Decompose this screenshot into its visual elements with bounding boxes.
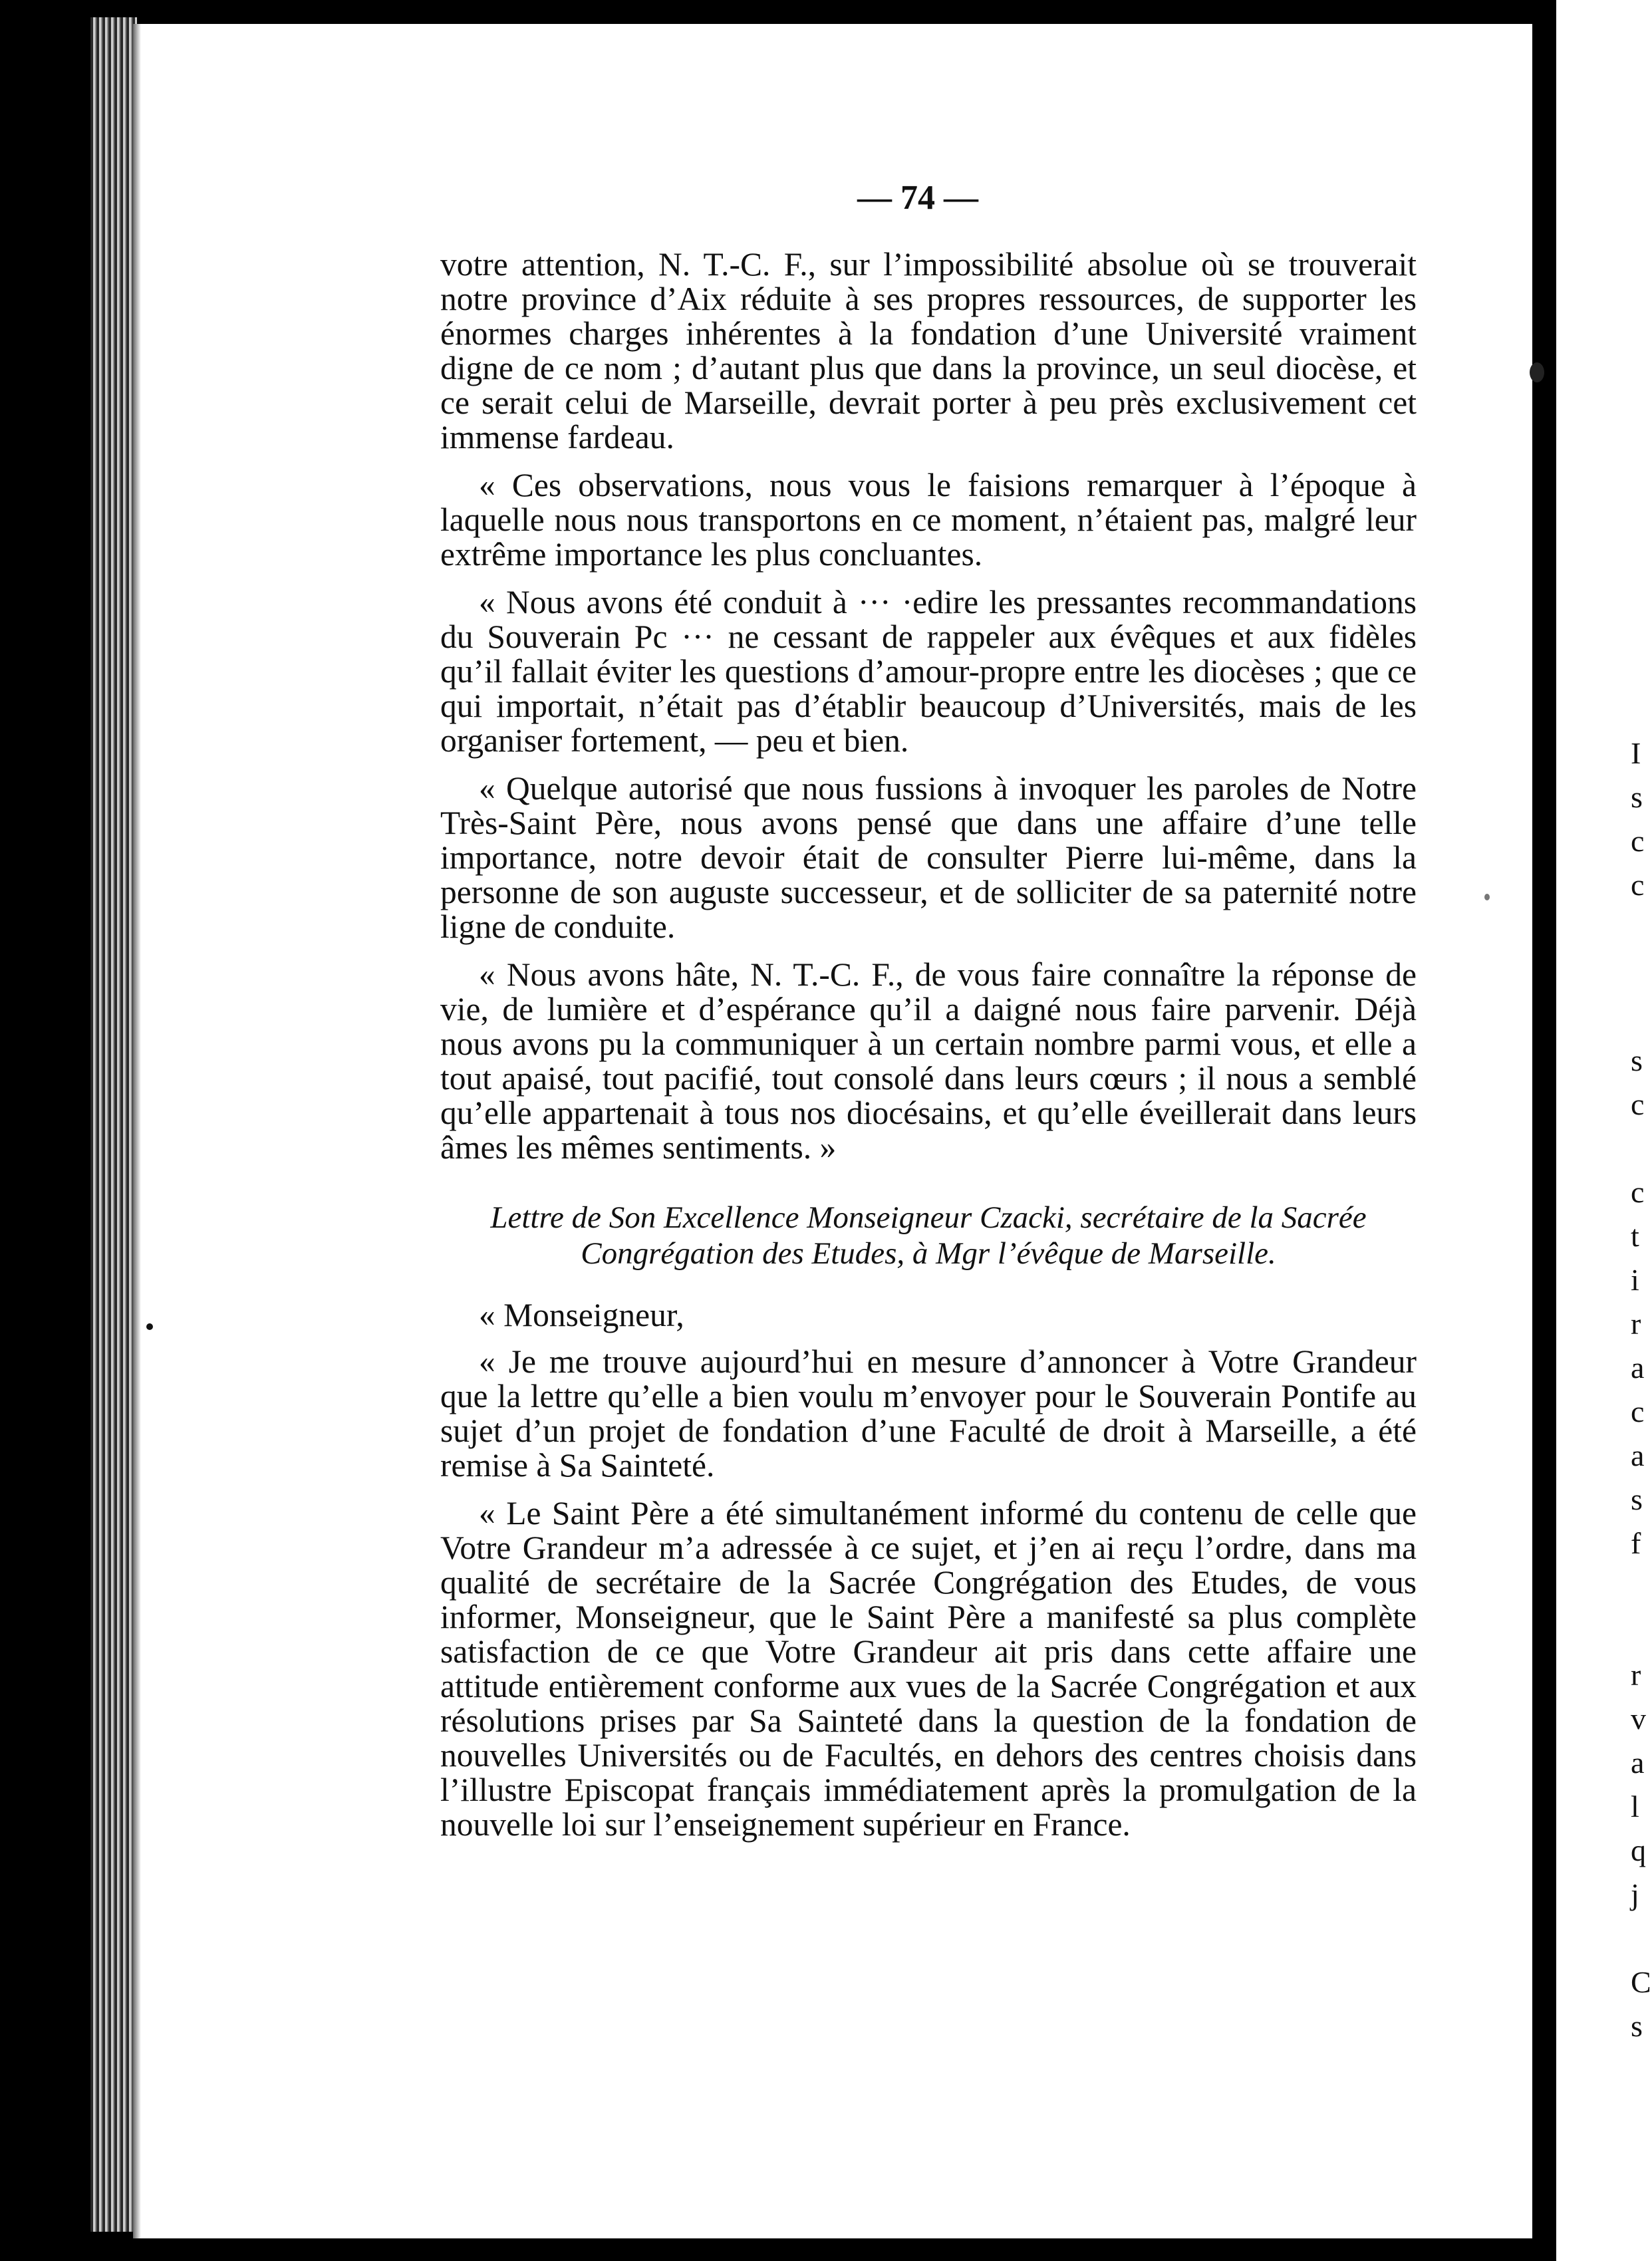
facing-page-letter: q — [1631, 1833, 1646, 1867]
facing-page-letter: c — [1631, 868, 1645, 902]
facing-page-letter: I — [1631, 736, 1641, 770]
ink-spot — [1484, 894, 1490, 900]
paragraph: votre attention, N. T.-C. F., sur l’impossibilité absolue où se trouverait notre province d’Aix réduite à ses propres ressources, de supporter les énormes charges inhérentes à la fondation d’une Université vraiment digne de ce nom ; d’autant plus que dans la province, un seul diocèse, et ce serait celui de Marseille, devrait porter à peu près exclusivement cet immense fardeau. — [440, 246, 1417, 456]
facing-page-letter: a — [1631, 1438, 1645, 1472]
salutation: « Monseigneur, — [479, 1297, 684, 1333]
page-number: — 74 — — [857, 179, 978, 217]
facing-page-text-fragments — [1631, 732, 1652, 2048]
facing-page-letter: r — [1631, 1307, 1641, 1341]
page-edges — [90, 17, 137, 2232]
facing-page-letter — [1631, 995, 1652, 1039]
gutter — [1534, 24, 1556, 2261]
body-text — [440, 247, 1417, 1855]
facing-page-letter — [1631, 1127, 1652, 1170]
page-binding-shadow — [133, 24, 141, 2238]
letter-heading-line: Lettre de Son Excellence Monseigneur Czacki, secrétaire de la Sacrée — [490, 1200, 1367, 1235]
ink-dot — [146, 1323, 153, 1330]
facing-page-letter: c — [1631, 1087, 1645, 1121]
facing-page-letter: s — [1631, 1043, 1643, 1077]
ink-spot — [1530, 362, 1544, 382]
paragraph: « Ces observations, nous vous le faisions remarquer à l’époque à laquelle nous nous transportons en ce moment, n’étaient pas, malgré leur extrême importance les plus concluantes. — [440, 467, 1417, 573]
facing-page-letter: l — [1631, 1790, 1639, 1823]
facing-page-letter: C — [1631, 1965, 1651, 1999]
facing-page-letter — [1631, 1917, 1652, 1960]
letter-paragraph: « Je me trouve aujourd’hui en mesure d’annoncer à Votre Grandeur que la lettre qu’elle a bien voulu m’envoyer pour le Souverain Pontife au sujet d’un projet de fondation d’une Faculté de droit à Marseille, a été remise à Sa Sainteté. — [440, 1343, 1417, 1484]
facing-page-letter: v — [1631, 1702, 1646, 1736]
letter-heading — [440, 1200, 1417, 1271]
facing-page-letter: j — [1631, 1877, 1639, 1911]
facing-page-letter: a — [1631, 1746, 1645, 1780]
facing-page-letter: c — [1631, 1175, 1645, 1209]
facing-page-letter: c — [1631, 1395, 1645, 1428]
facing-page-letter — [1631, 1609, 1652, 1653]
paragraph: « Nous avons hâte, N. T.-C. F., de vous faire connaître la réponse de vie, de lumière et d’espérance qu’il a daigné nous faire parvenir. Déjà nous avons pu la communiquer à un certain nombre parmi vous, et elle a tout apaisé, tout pacifié, tout consolé dans leurs cœurs ; il nous a semblé qu’elle appartenait à tous nos diocésains, et qu’elle éveillerait dans leurs âmes les mêmes sentiments. » — [440, 956, 1417, 1166]
facing-page-letter: i — [1631, 1263, 1639, 1297]
facing-page-letter: a — [1631, 1351, 1645, 1385]
facing-page-letter: s — [1631, 1482, 1643, 1516]
facing-page-letter: f — [1631, 1526, 1641, 1560]
facing-page-letter: s — [1631, 780, 1643, 814]
facing-page-letter — [1631, 907, 1652, 951]
paragraph: « Nous avons été conduit à ··· ·edire les pressantes recommandations du Souverain Pc ··· ne cessant de rappeler aux évêques et aux fidèles qu’il fallait éviter les questions d’amour-propre entre les diocèses ; que ce qui importait, n’était pas d’établir beaucoup d’Universités, mais de les organiser fortement, — peu et bien. — [440, 584, 1417, 759]
facing-page-letter: r — [1631, 1658, 1641, 1692]
facing-page-letter: t — [1631, 1219, 1639, 1253]
facing-page-letter — [1631, 951, 1652, 995]
paragraph: « Quelque autorisé que nous fussions à invoquer les paroles de Notre Très-Saint Père, nous avons pensé que dans une affaire d’une telle importance, notre devoir était de consulter Pierre lui-même, dans la personne de son auguste successeur, et de solliciter de sa paternité notre ligne de conduite. — [440, 770, 1417, 945]
letter-heading-line: Congrégation des Etudes, à Mgr l’évêque de Marseille. — [581, 1236, 1276, 1271]
facing-page-letter: s — [1631, 2009, 1643, 2043]
facing-page-letter: c — [1631, 824, 1645, 858]
letter-paragraph: « Le Saint Père a été simultanément informé du contenu de celle que Votre Grandeur m’a adressée à ce sujet, et j’en ai reçu l’ordre, dans ma qualité de secrétaire de la Sacrée Congrégation des Etudes, de vous informer, Monseigneur, que le Saint Père a manifesté sa plus complète satisfaction de ce que Votre Grandeur ait pris dans cette affaire une attitude entièrement conforme aux vues de la Sacrée Congrégation et aux résolutions prises par Sa Sainteté dans la question de la fondation de nouvelles Universités ou de Facultés, en dehors des centres choisis dans l’illustre Episcopat français immédiatement après la promulgation de la nouvelle loi sur l’enseignement supérieur en France. — [440, 1495, 1417, 1843]
facing-page-letter — [1631, 1565, 1652, 1609]
